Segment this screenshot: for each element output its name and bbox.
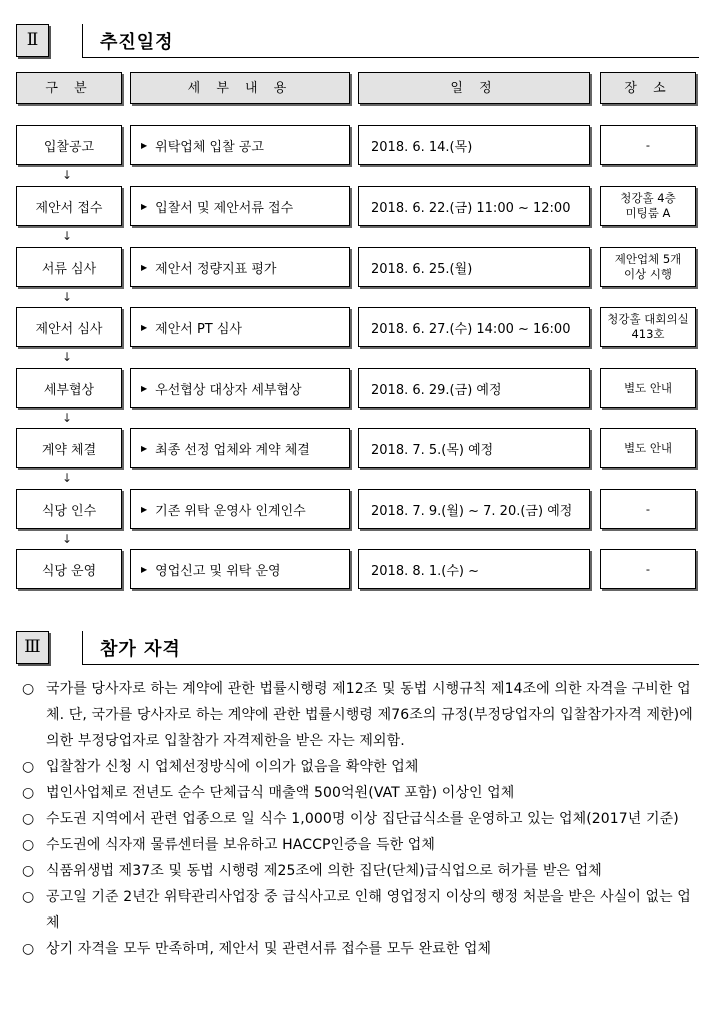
place-cell: - — [600, 125, 696, 165]
place-cell: 청강홀 4층 미팅룸 A — [600, 186, 696, 226]
date-cell: 2018. 8. 1.(수) ~ — [358, 549, 590, 589]
section-3-title-box — [82, 631, 699, 665]
down-arrow-icon: ↓ — [62, 290, 73, 304]
section-2-number: Ⅱ — [16, 24, 49, 57]
place-cell: 제안업체 5개 이상 시행 — [600, 247, 696, 287]
header-stage: 구 분 — [16, 72, 122, 104]
triangle-bullet-icon: ▶ — [141, 201, 148, 211]
stage-cell: 세부협상 — [16, 368, 122, 408]
header-place: 장 소 — [600, 72, 696, 104]
circle-bullet-icon: ○ — [22, 785, 35, 801]
triangle-bullet-icon: ▶ — [141, 443, 148, 453]
triangle-bullet-icon: ▶ — [141, 504, 148, 514]
triangle-bullet-icon: ▶ — [141, 140, 148, 150]
list-item-text: 식품위생법 제37조 및 동법 시행령 제25조에 의한 집단(단체)급식업으로 허가를 받은 업체 — [46, 863, 602, 879]
date-cell: 2018. 6. 22.(금) 11:00 ~ 12:00 — [358, 186, 590, 226]
triangle-bullet-icon: ▶ — [141, 322, 148, 332]
circle-bullet-icon: ○ — [22, 837, 35, 853]
place-cell: 별도 안내 — [600, 368, 696, 408]
circle-bullet-icon: ○ — [22, 681, 35, 697]
detail-cell — [130, 125, 350, 165]
list-item-text: 입찰참가 신청 시 업체선정방식에 이의가 없음을 확약한 업체 — [46, 759, 419, 775]
stage-cell: 입찰공고 — [16, 125, 122, 165]
list-item-text: 공고일 기준 2년간 위탁관리사업장 중 급식사고로 인해 영업정지 이상의 행정 처분을 받은 사실이 없는 업체 — [46, 889, 691, 931]
list-item-text: 수도권 지역에서 관련 업종으로 일 식수 1,000명 이상 집단급식소를 운영하고 있는 업체(2017년 기준) — [46, 811, 679, 827]
place-cell: 별도 안내 — [600, 428, 696, 468]
date-cell: 2018. 6. 14.(목) — [358, 125, 590, 165]
stage-cell: 식당 인수 — [16, 489, 122, 529]
list-item — [22, 780, 702, 806]
place-cell: - — [600, 549, 696, 589]
detail-text: 기존 위탁 운영사 인계인수 — [155, 503, 306, 519]
list-item — [22, 676, 702, 754]
list-item-text: 수도권에 식자재 물류센터를 보유하고 HACCP인증을 득한 업체 — [46, 837, 436, 853]
stage-cell: 서류 심사 — [16, 247, 122, 287]
triangle-bullet-icon: ▶ — [141, 564, 148, 574]
detail-cell — [130, 307, 350, 347]
triangle-bullet-icon: ▶ — [141, 383, 148, 393]
detail-cell — [130, 368, 350, 408]
down-arrow-icon: ↓ — [62, 229, 73, 243]
detail-text: 제안서 PT 심사 — [155, 321, 242, 337]
down-arrow-icon: ↓ — [62, 532, 73, 546]
list-item-text: 상기 자격을 모두 만족하며, 제안서 및 관련서류 접수를 모두 완료한 업체 — [46, 941, 492, 957]
circle-bullet-icon: ○ — [22, 811, 35, 827]
stage-cell: 제안서 접수 — [16, 186, 122, 226]
place-cell: - — [600, 489, 696, 529]
list-item — [22, 936, 702, 962]
section-2-title: 추진일정 — [100, 32, 174, 53]
header-date: 일 정 — [358, 72, 590, 104]
date-cell: 2018. 7. 9.(월) ~ 7. 20.(금) 예정 — [358, 489, 590, 529]
list-item-text: 국가를 당사자로 하는 계약에 관한 법률시행령 제12조 및 동법 시행규칙 제14조에 의한 자격을 구비한 업체. 단, 국가를 당사자로 하는 계약에 관한 법률시행령 제76조의 규정(부정당업자의 입찰참가자격 제한)에 의한 부정당업자로 입찰참가 자격제한을 받은 자는 제외함. — [46, 681, 693, 749]
date-cell: 2018. 7. 5.(목) 예정 — [358, 428, 590, 468]
detail-cell — [130, 247, 350, 287]
list-item — [22, 858, 702, 884]
stage-cell: 제안서 심사 — [16, 307, 122, 347]
list-item — [22, 806, 702, 832]
detail-cell — [130, 489, 350, 529]
section-3-number: Ⅲ — [16, 631, 49, 664]
section-2-header — [16, 24, 698, 60]
circle-bullet-icon: ○ — [22, 863, 35, 879]
detail-text: 제안서 정량지표 평가 — [155, 261, 277, 277]
down-arrow-icon: ↓ — [62, 350, 73, 364]
circle-bullet-icon: ○ — [22, 759, 35, 775]
list-item — [22, 754, 702, 780]
section-3-header — [16, 631, 698, 667]
date-cell: 2018. 6. 25.(월) — [358, 247, 590, 287]
down-arrow-icon: ↓ — [62, 168, 73, 182]
section-2-title-box — [82, 24, 699, 58]
qualification-list — [22, 676, 702, 962]
list-item — [22, 884, 702, 936]
stage-cell: 식당 운영 — [16, 549, 122, 589]
section-3-title: 참가 자격 — [100, 639, 181, 660]
date-cell: 2018. 6. 29.(금) 예정 — [358, 368, 590, 408]
date-cell: 2018. 6. 27.(수) 14:00 ~ 16:00 — [358, 307, 590, 347]
detail-cell — [130, 186, 350, 226]
detail-cell — [130, 428, 350, 468]
list-item-text: 법인사업체로 전년도 순수 단체급식 매출액 500억원(VAT 포함) 이상인 업체 — [46, 785, 515, 801]
place-cell: 청강홀 대회의실 413호 — [600, 307, 696, 347]
detail-text: 입찰서 및 제안서류 접수 — [155, 200, 294, 216]
triangle-bullet-icon: ▶ — [141, 262, 148, 272]
circle-bullet-icon: ○ — [22, 941, 35, 957]
header-detail: 세 부 내 용 — [130, 72, 350, 104]
detail-text: 영업신고 및 위탁 운영 — [155, 563, 281, 579]
detail-text: 최종 선정 업체와 계약 체결 — [155, 442, 310, 458]
detail-cell — [130, 549, 350, 589]
stage-cell: 계약 체결 — [16, 428, 122, 468]
detail-text: 위탁업체 입찰 공고 — [155, 139, 264, 155]
circle-bullet-icon: ○ — [22, 889, 35, 905]
list-item — [22, 832, 702, 858]
down-arrow-icon: ↓ — [62, 471, 73, 485]
down-arrow-icon: ↓ — [62, 411, 73, 425]
detail-text: 우선협상 대상자 세부협상 — [155, 382, 302, 398]
